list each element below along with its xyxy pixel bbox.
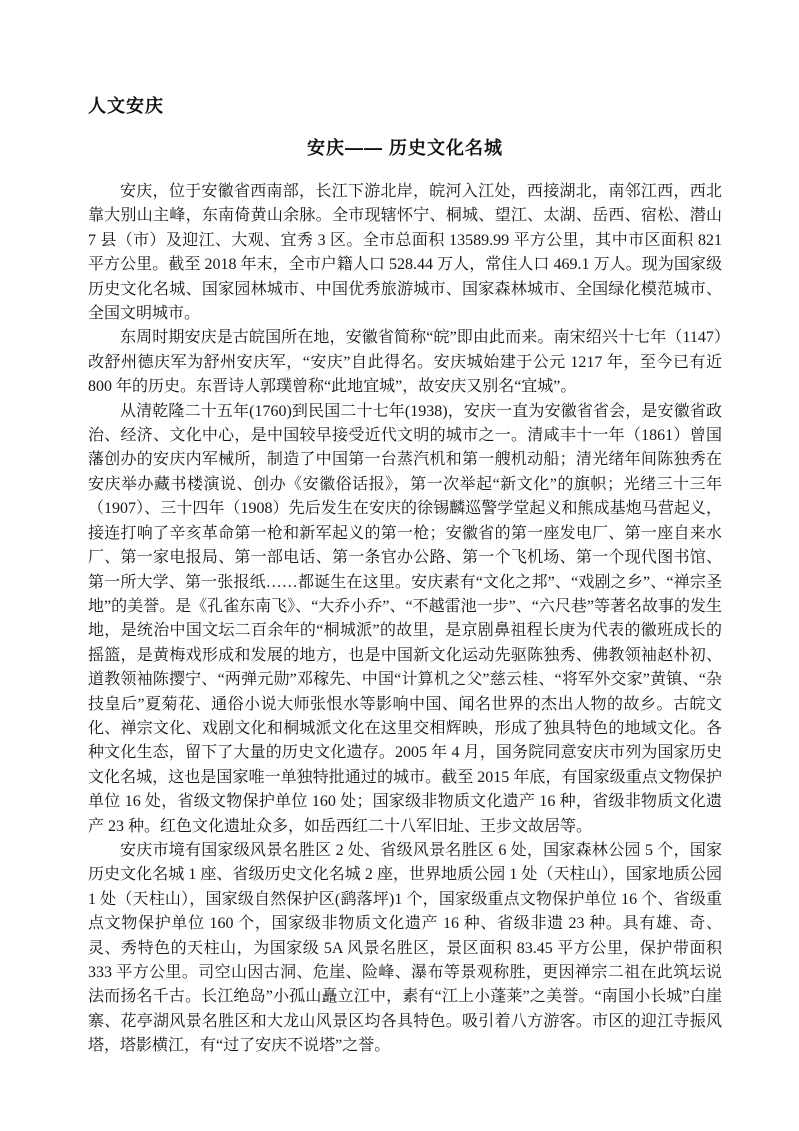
paragraph-2: 东周时期安庆是古皖国所在地，安徽省简称“皖”即由此而来。南宋绍兴十七年（1147）改舒州德庆军为舒州安庆军，“安庆”自此得名。安庆城始建于公元 1217 年，至今已有近 800 年的历史。东晋诗人郭璞曾称“此地宜城”，故安庆又别名“宜城”。 — [88, 329, 722, 396]
paragraph-3: 从清乾隆二十五年(1760)到民国二十七年(1938)，安庆一直为安徽省省会，是安徽省政治、经济、文化中心，是中国较早接受近代文明的城市之一。清咸丰十一年（1861）曾国藩创办的安庆内军械所，制造了中国第一台蒸汽机和第一艘机动船；清光绪年间陈独秀在安庆举办藏书楼演说、创办《安徽俗话报》，第一次举起“新文化”的旗帜；光绪三十三年（1907）、三十四年（1908）先后发生在安庆的徐锡麟巡警学堂起义和熊成基炮马营起义，接连打响了辛亥革命第一枪和新军起义的第一枪；安徽省的第一座发电厂、第一座自来水厂、第一家电报局、第一部电话、第一条官办公路、第一个飞机场、第一个现代图书馆、第一所大学、第一张报纸……都诞生在这里。安庆素有“文化之邦”、“戏剧之乡”、“禅宗圣地”的美誉。是《孔雀东南飞》、“大乔小乔”、“不越雷池一步”、“六尺巷”等著名故事的发生地，是统治中国文坛二百余年的“桐城派”的故里，是京剧鼻祖程长庚为代表的徽班成长的摇篮，是黄梅戏形成和发展的地方，也是中国新文化运动先驱陈独秀、佛教领袖赵朴初、道教领袖陈撄宁、“两弹元勋”邓稼先、中国“计算机之父”慈云桂、“将军外交家”黄镇、“杂技皇后”夏菊花、通俗小说大师张恨水等影响中国、闻名世界的杰出人物的故乡。古皖文化、禅宗文化、戏剧文化和桐城派文化在这里交相辉映，形成了独具特色的地域文化。各种文化生态，留下了大量的历史文化遗存。2005 年 4 月，国务院同意安庆市列为国家历史文化名城，这也是国家唯一单独特批通过的城市。截至 2015 年底，有国家级重点文物保护单位 16 处，省级文物保护单位 160 处；国家级非物质文化遗产 16 种，省级非物质文化遗产 23 种。红色文化遗址众多，如岳西红二十八军旧址、王步文故居等。 — [88, 402, 722, 835]
page-title: 安庆—— 历史文化名城 — [306, 138, 503, 158]
paragraph-1: 安庆，位于安徽省西南部，长江下游北岸，皖河入江处，西接湖北，南邻江西，西北靠大别山主峰，东南倚黄山余脉。全市现辖怀宁、桐城、望江、太湖、岳西、宿松、潜山 7 县（市）及迎江、大观、宜秀 3 区。全市总面积 13589.99 平方公里，其中市区面积 821 平方公里。截至 2018 年末，全市户籍人口 528.44 万人，常住人口 469.1 万人。现为国家级历史文化名城、国家园林城市、中国优秀旅游城市、国家森林城市、全国绿化模范城市、全国文明城市。 — [88, 183, 722, 323]
paragraph-4: 安庆市境有国家级风景名胜区 2 处、省级风景名胜区 6 处，国家森林公园 5 个，国家历史文化名城 1 座、省级历史文化名城 2 座，世界地质公园 1 处（天柱山），国家地质公园 1 处（天柱山），国家级自然保护区(鹞落坪)1 个，国家级重点文物保护单位 16 个、省级重点文物保护单位 160 个，国家级非物质文化遗产 16 种、省级非遗 23 种。具有雄、奇、灵、秀特色的天柱山，为国家级 5A 风景名胜区，景区面积 83.45 平方公里，保护带面积 333 平方公里。司空山因古洞、危崖、险峰、瀑布等景观称胜，更因禅宗二祖在此筑坛说法而扬名千古。长江绝岛”小孤山矗立江中，素有“江上小蓬莱”之美誉。“南国小长城”白崖寨、花亭湖风景名胜区和大龙山风景区均各具特色。吸引着八方游客。市区的迎江寺振风塔，塔影横江，有“过了安庆不说塔”之誉。 — [88, 841, 722, 1055]
section-heading: 人文安庆 — [88, 96, 164, 116]
document-body — [88, 180, 722, 1059]
